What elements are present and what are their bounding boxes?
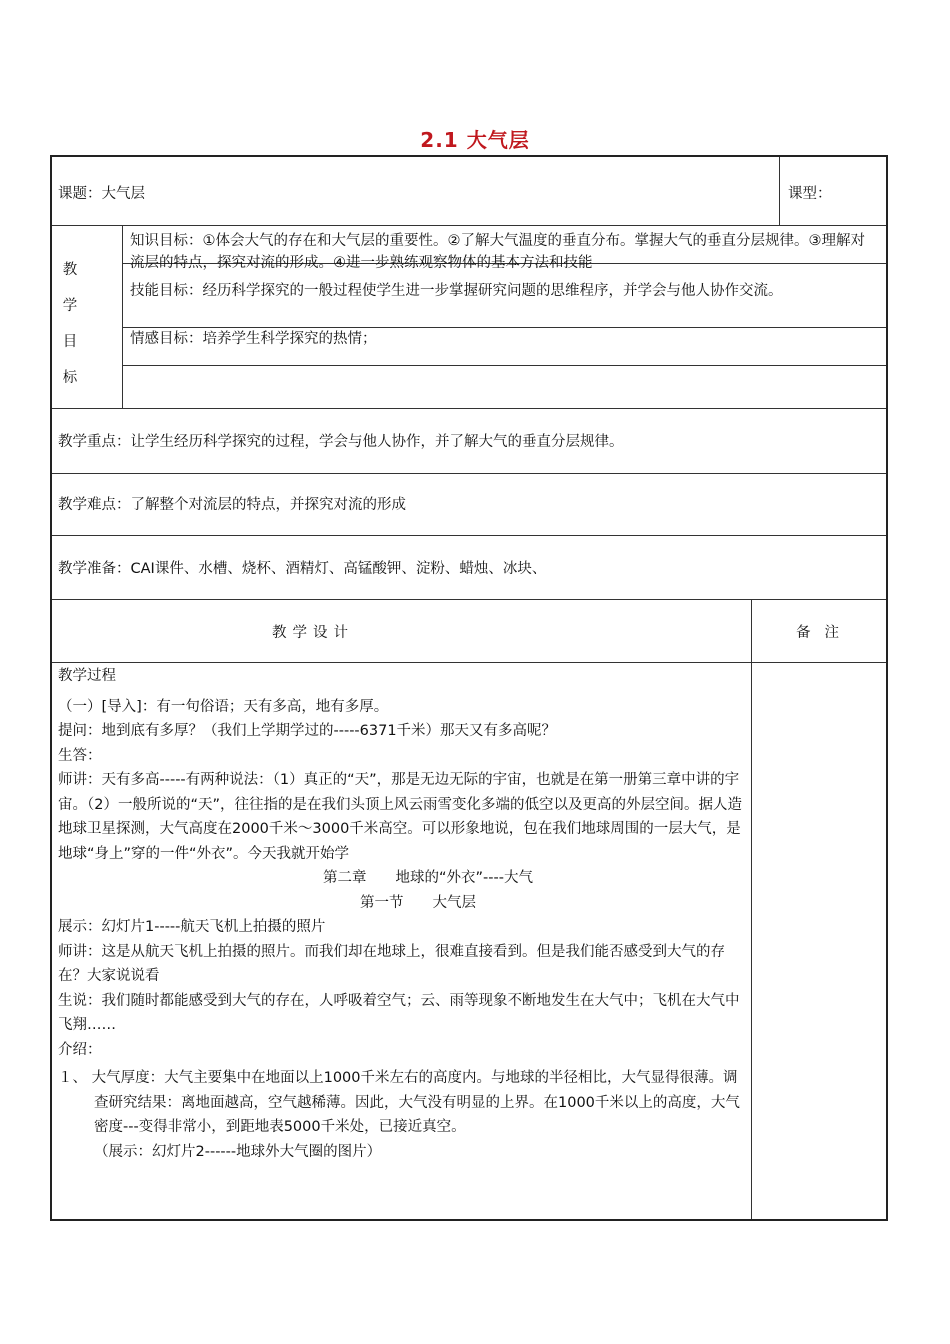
show-slide-1: 展示：幻灯片1-----航天飞机上拍摄的照片	[58, 919, 326, 935]
process-heading: 教学过程	[58, 668, 116, 684]
design-header: 教学设计	[272, 625, 354, 641]
show-slide-2: （展示：幻灯片2------地球外大气圈的图片）	[94, 1143, 382, 1160]
row-divider	[52, 535, 886, 536]
col-divider	[751, 599, 752, 1219]
section-heading: 第一节 大气层	[360, 894, 476, 911]
row-divider	[52, 599, 886, 600]
objectives-side-char: 目	[62, 334, 78, 350]
objectives-side-char: 标	[62, 370, 78, 386]
difficulty: 教学难点：了解整个对流层的特点，并探究对流的形成	[58, 497, 406, 513]
chapter-heading: 第二章 地球的“外衣”----大气	[323, 870, 533, 886]
row-divider	[52, 225, 886, 226]
emotion-objective: 情感目标：培养学生科学探究的热情；	[130, 331, 377, 347]
item-1: １、 大气厚度：大气主要集中在地面以上1000千米左右的高度内。与地球的半径相比，大气显得很薄。调查研究结果：离地面越高，空气越稀薄。因此，大气没有明显的上界。在1000千米以上的高度，大气密度---变得非常小，到距地表5000千米处，已接近真空。	[58, 1070, 740, 1135]
lecture-paragraph-2: 师讲：这是从航天飞机上拍摄的照片。而我们却在地球上，很难直接看到。但是我们能否感受到大气的存在？大家说说看	[58, 943, 725, 984]
page-title: 2.1 大气层	[420, 128, 530, 152]
student-answer: 生答：	[58, 747, 102, 764]
knowledge-objective: 知识目标：①体会大气的存在和大气层的重要性。②了解大气温度的垂直分布。掌握大气的垂直分层规律。③理解对流层的特点，探究对流的形成。④进一步熟练观察物体的基本方法和技能	[130, 233, 865, 271]
notes-header: 备注	[796, 625, 853, 641]
col-divider	[122, 225, 123, 408]
row-divider	[122, 365, 886, 366]
objectives-side-char: 学	[62, 298, 78, 314]
row-divider	[52, 473, 886, 474]
row-divider	[52, 662, 886, 663]
row-divider	[52, 408, 886, 409]
lecture-paragraph: 师讲：天有多高-----有两种说法：（1）真正的“天”，那是无边无际的宇宙，也就是在第一册第三章中讲的宇宙。（2）一般所说的“天”，往往指的是在我们头顶上风云雨雪变化多端的低空以及更高的外层空间。据人造地球卫星探测，大气高度在2000千米～3000千米高空。可以形象地说，包在我们地球周围的一层大气，是地球“身上”穿的一件“外衣”。今天我就开始学	[58, 772, 742, 862]
lesson-type-label: 课型：	[788, 186, 832, 202]
introduction-label: 介绍：	[58, 1041, 102, 1058]
preparation: 教学准备：CAI课件、水槽、烧杯、酒精灯、高锰酸钾、淀粉、蜡烛、冰块、	[58, 561, 547, 577]
skill-objective: 技能目标：经历科学探究的一般过程使学生进一步掌握研究问题的思维程序，并学会与他人协作交流。	[130, 283, 783, 299]
col-divider	[779, 157, 780, 225]
objectives-side-char: 教	[62, 262, 78, 278]
teaching-process	[58, 664, 748, 1164]
key-point: 教学重点：让学生经历科学探究的过程，学会与他人协作，并了解大气的垂直分层规律。	[58, 434, 624, 450]
student-says: 生说：我们随时都能感受到大气的存在，人呼吸着空气；云、雨等现象不断地发生在大气中；飞机在大气中飞翔……	[58, 992, 740, 1033]
intro-paragraph: （一）[导入]：有一句俗语；天有多高，地有多厚。	[58, 698, 389, 715]
question-paragraph: 提问：地到底有多厚？（我们上学期学过的-----6371千米）那天又有多高呢？	[58, 723, 557, 739]
topic-label: 课题：大气层	[58, 186, 145, 202]
